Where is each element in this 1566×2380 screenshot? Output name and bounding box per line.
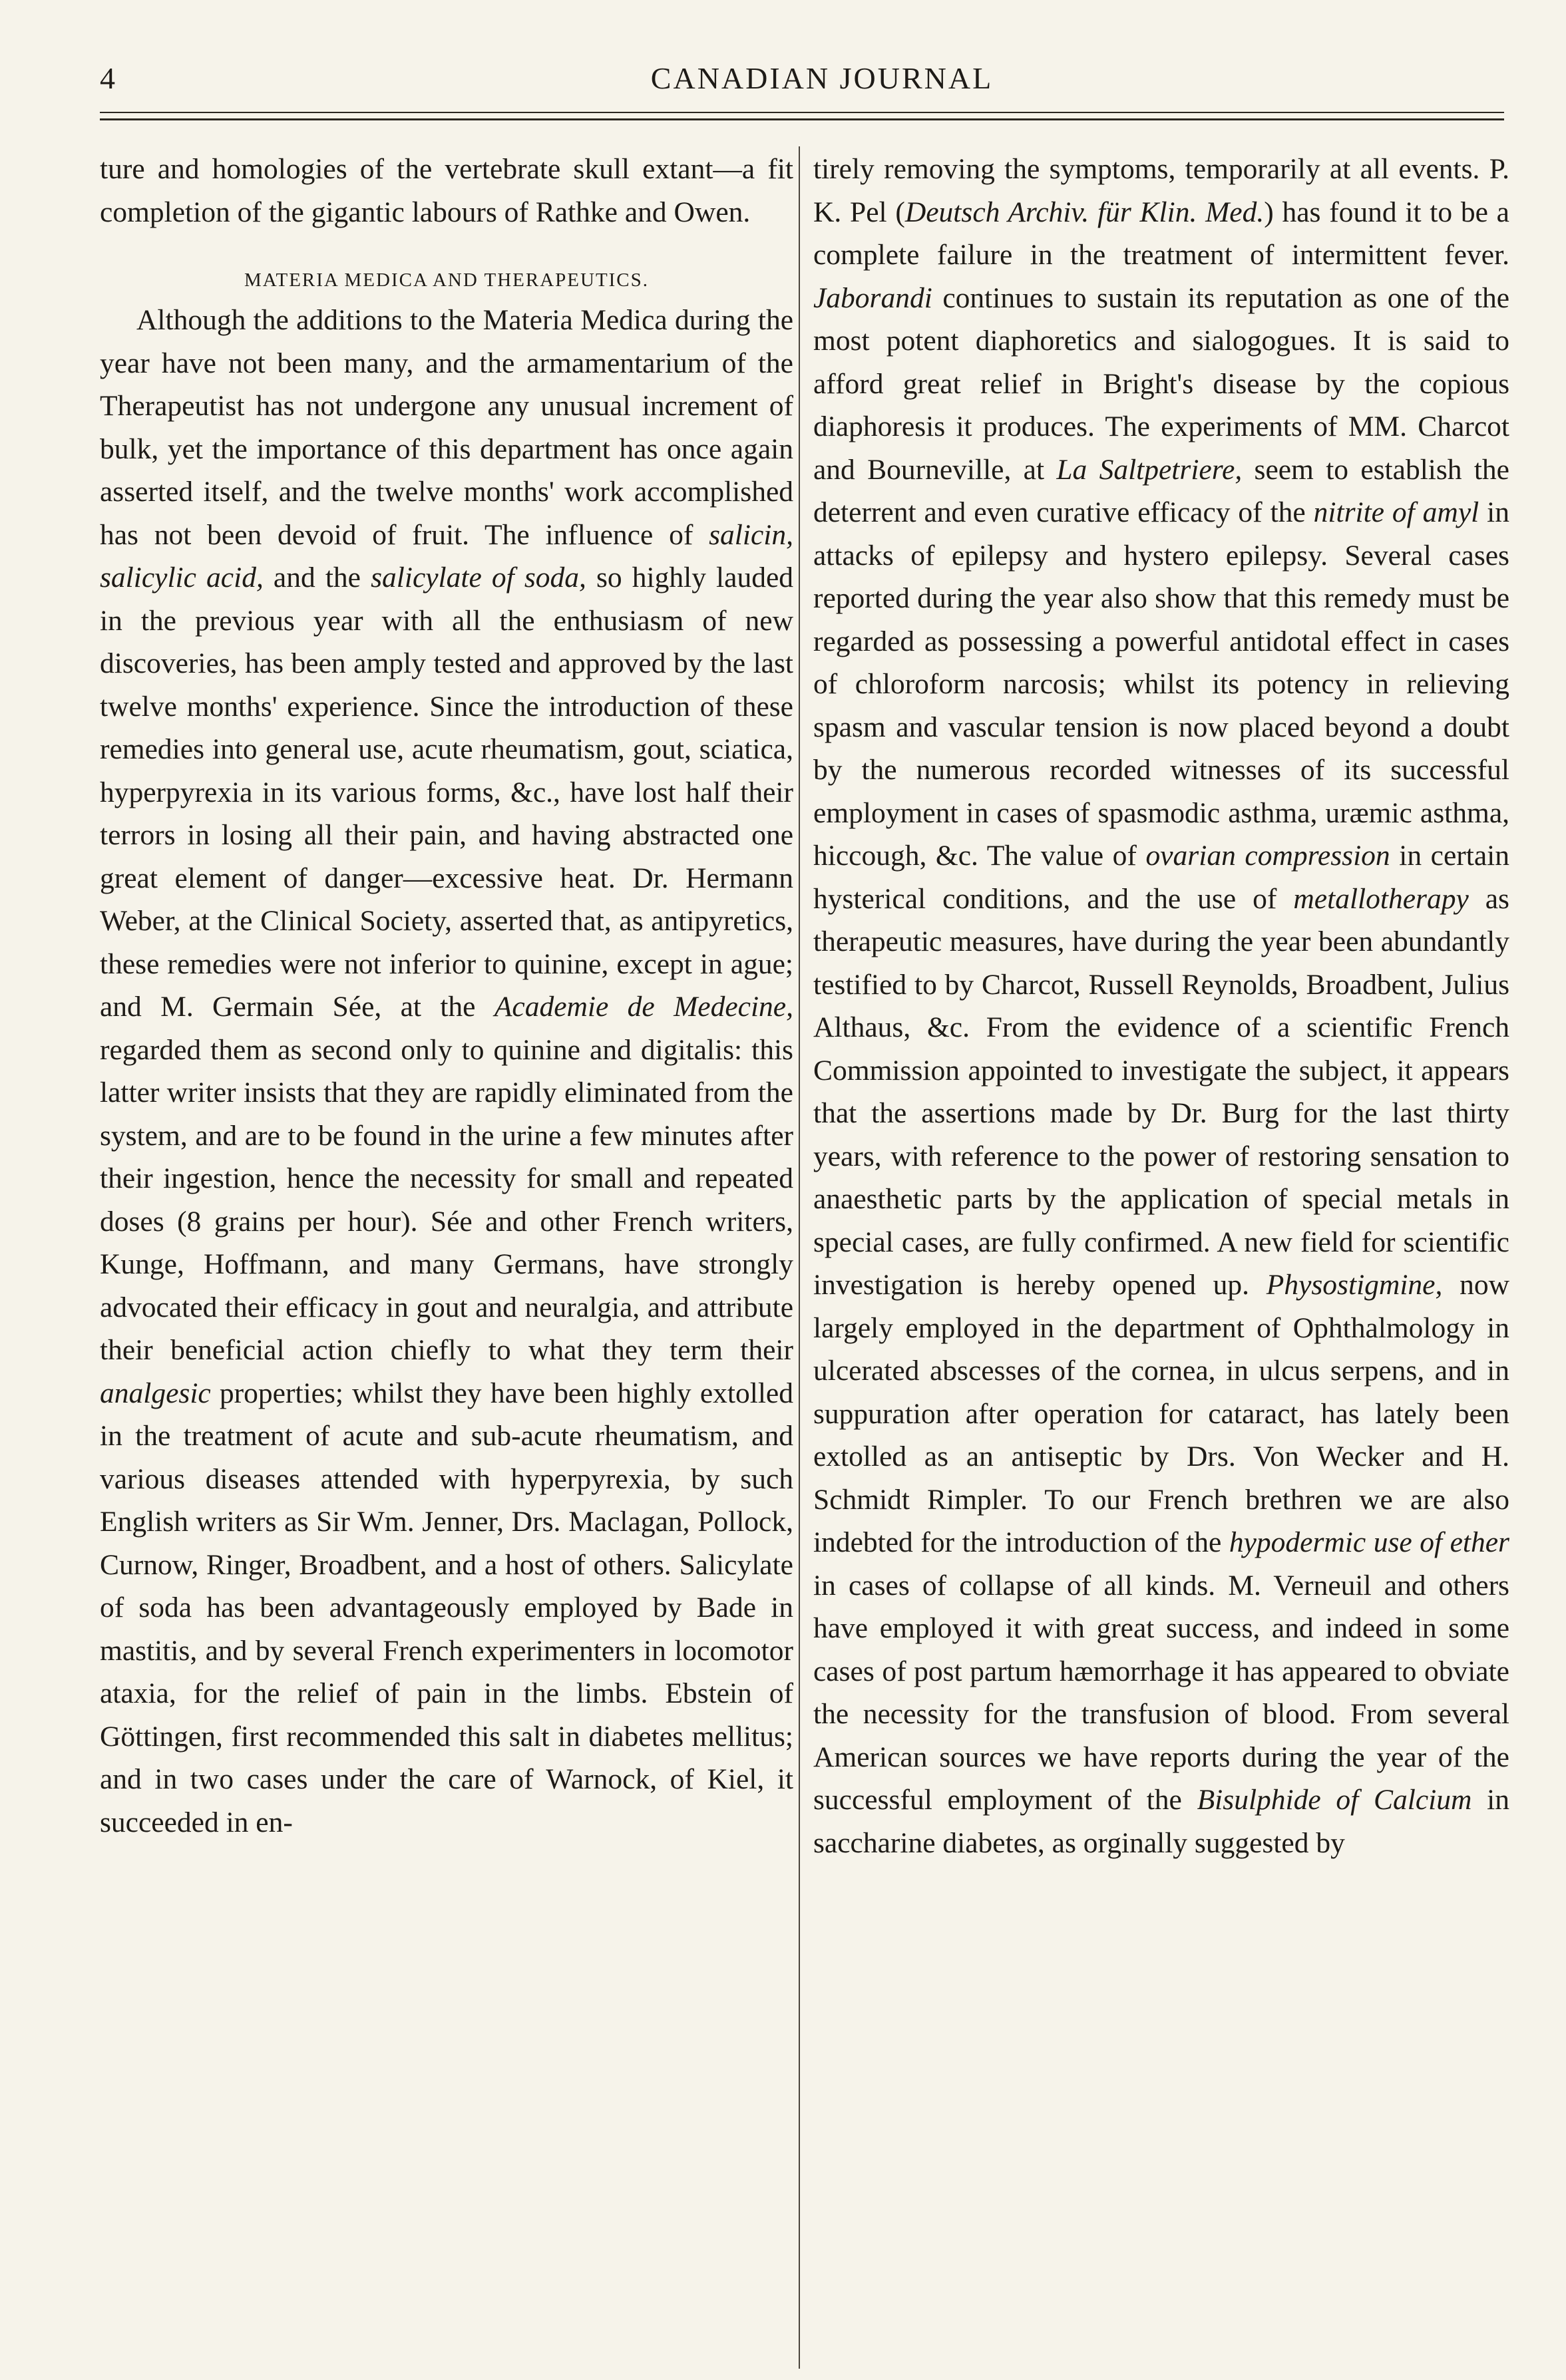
text-run: in certain hysterical conditions, and the use of xyxy=(813,840,1510,915)
text-run: in cases of collapse of all kinds. M. Verneuil and others have employed it with great success, and indeed in some cases of post partum hæmorrhage it has appeared to obviate the necessity for the transfusion of blood. From several American sources we have reports during the year of the successful employment of the xyxy=(813,1569,1509,1816)
text-run: Although the additions to the Materia Medica during the year have not been many, and the armamentarium of the Therapeutist has not undergone any unusual increment of bulk, yet the importance of this department has once again asserted itself, and the twelve months' work accomplished has not been devoid of fruit. The influence of xyxy=(100,304,793,551)
italic-term: metallotherapy xyxy=(1293,882,1469,915)
column-divider xyxy=(799,146,800,2369)
italic-term: Bisulphide of Calcium xyxy=(1197,1784,1472,1816)
header-rule-double xyxy=(100,118,1504,120)
right-column xyxy=(813,148,1509,1864)
italic-term: ovarian compression xyxy=(1145,840,1390,872)
text-run: now largely employed in the department of Ophthalmology in ulcerated abscesses of the cornea, in ulcus serpens, and in suppuration after operation for cataract, has lately been extolled as an antiseptic by Drs. Von Wecker and H. Schmidt Rimpler. To our French brethren we are also indebted for the introduction of the xyxy=(813,1269,1509,1558)
paragraph-continued xyxy=(813,148,1509,1864)
text-run: ture and homologies of the vertebrate skull extant—a fit completion of the gigantic labours of Rathke and Owen. xyxy=(100,153,793,228)
italic-term: salicin, salicylic acid, xyxy=(100,518,793,594)
text-run: and the xyxy=(263,562,371,594)
italic-term: Physostigmine, xyxy=(1266,1269,1443,1301)
text-run: tirely removing the symptoms, temporarily at all events. P. K. Pel ( xyxy=(813,153,1509,228)
text-run: in attacks of epilepsy and hystero epilepsy. Several cases reported during the year also show that this remedy must be regarded as possessing a powerful antidotal effect in cases of chloroform narcosis; whilst its potency in relieving spasm and vascular tension is now placed beyond a doubt by the numerous recorded witnesses of its successful employment in cases of spasmodic asthma, uræmic asthma, hiccough, &c. The value of xyxy=(813,496,1509,872)
text-run: continues to sustain its reputation as one of the most potent diaphoretics and sialogogues. It is said to afford great relief in Bright's disease by the copious diaphoresis it produces. The experiments of MM. Charcot and Bourneville, at xyxy=(813,281,1509,486)
page-number: 4 xyxy=(100,61,115,95)
running-title: CANADIAN JOURNAL xyxy=(650,61,994,95)
left-column xyxy=(100,148,793,1844)
paragraph-continued xyxy=(100,148,793,234)
text-run: so highly lauded in the previous year with all the enthusiasm of new discoveries, has been amply tested and approved by the last twelve months' experience. Since the introduction of these remedies into general use, acute rheumatism, gout, sciatica, hyperpyrexia in its various forms, &c., have lost half their terrors in losing all their pain, and having abstracted one great element of danger—excessive heat. Dr. Hermann Weber, at the Clinical Society, asserted that, as antipyretics, these remedies were not inferior to quinine, except in ague; and M. Germain Sée, at the xyxy=(100,562,793,1023)
text-run: properties; whilst they have been highly extolled in the treatment of acute and sub-acute rheumatism, and various diseases attended with hyperpyrexia, by such English writers as Sir Wm. Jenner, Drs. Maclagan, Pollock, Curnow, Ringer, Broadbent, and a host of others. Salicylate of soda has been advantageously employed by Bade in mastitis, and by several French experimenters in locomotor ataxia, for the relief of pain in the limbs. Ebstein of Göttingen, first recommended this salt in diabetes mellitus; and in two cases under the care of Warnock, of Kiel, it succeeded in en- xyxy=(100,1377,793,1838)
italic-term: Jaborandi xyxy=(813,281,932,314)
page-header xyxy=(100,59,1504,105)
text-run: as therapeutic measures, have during the year been abundantly testified to by Charcot, Russell Reynolds, Broadbent, Julius Althaus, &c. From the evidence of a scientific French Commission appointed to investigate the subject, it appears that the assertions made by Dr. Burg for the last thirty years, with reference to the power of restoring sensation to anaesthetic parts by the application of special metals in special cases, are fully confirmed. A new field for scientific investigation is hereby opened up. xyxy=(813,882,1509,1301)
italic-term: Academie de Medecine, xyxy=(494,991,793,1023)
section-heading: MATERIA MEDICA AND THERAPEUTICS. xyxy=(244,269,650,291)
text-run: seem to establish the deterrent and even curative efficacy of the xyxy=(813,453,1509,528)
italic-term: Deutsch Archiv. für Klin. Med. xyxy=(904,196,1265,228)
italic-term: hypodermic use of ether xyxy=(1229,1526,1509,1558)
text-run: in saccharine diabetes, as orginally suggested by xyxy=(813,1784,1510,1859)
text-run: regarded them as second only to quinine and digitalis: this latter writer insists that they are rapidly eliminated from the system, and are to be found in the urine a few minutes after their ingestion, hence the necessity for small and repeated doses (8 grains per hour). Sée and other French writers, Kunge, Hoffmann, and many Germans, have strongly advocated their efficacy in gout and neuralgia, and attribute their beneficial action chiefly to what they term their xyxy=(100,1033,793,1366)
italic-term: La Saltpetriere, xyxy=(1056,453,1243,486)
paragraph-materia-medica xyxy=(100,299,793,1844)
italic-term: salicylate of soda, xyxy=(371,562,586,594)
italic-term: analgesic xyxy=(100,1377,211,1409)
italic-term: nitrite of amyl xyxy=(1313,496,1479,528)
header-rule xyxy=(100,112,1504,113)
text-run: ) has found it to be a complete failure in the treatment of intermittent fever. xyxy=(813,196,1509,271)
